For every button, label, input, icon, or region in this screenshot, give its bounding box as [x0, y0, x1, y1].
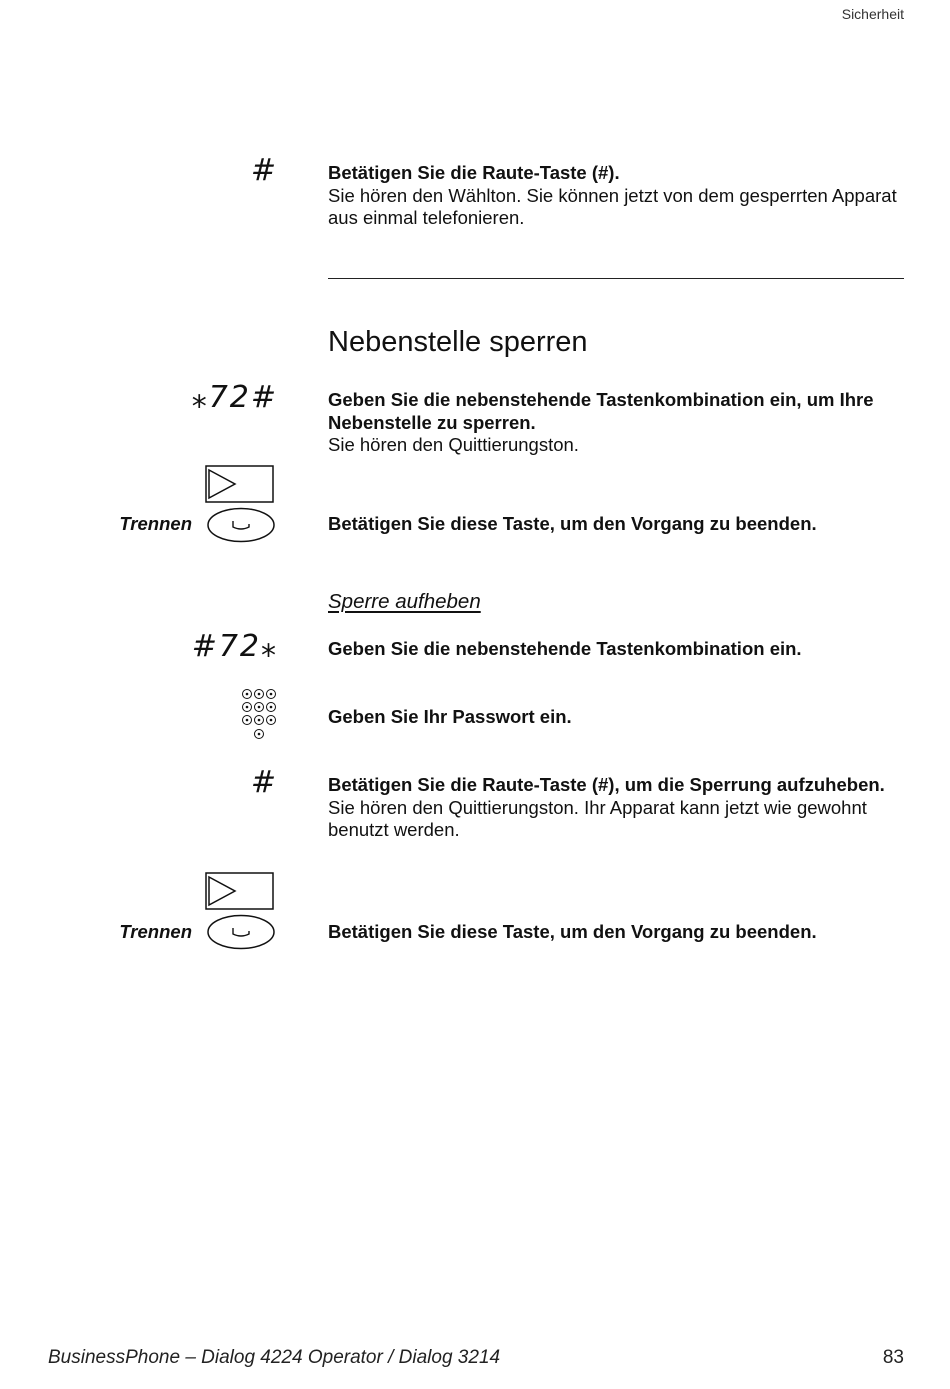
keypad-icon: [240, 688, 280, 744]
subheading-unlock: Sperre aufheben: [328, 590, 481, 613]
password-text: Geben Sie Ihr Passwort ein.: [328, 706, 572, 727]
lock-normal-text: Sie hören den Quittierungston.: [328, 434, 579, 455]
display-play-icon: [205, 465, 275, 505]
section-header: Sicherheit: [841, 6, 904, 22]
lock-bold-text: Geben Sie die nebenstehende Tastenkombination ein, um Ihre Nebenstelle zu sperren.: [328, 389, 874, 433]
section-divider: [328, 278, 904, 279]
page-number: 83: [882, 1347, 904, 1368]
display-play-icon-2: [205, 872, 275, 912]
unlock-normal-text: Sie hören den Quittierungston. Ihr Apparat kann jetzt wie gewohnt benutzt werden.: [328, 796, 867, 840]
unlock-end-text: Betätigen Sie diese Taste, um den Vorgang zu beenden.: [328, 921, 817, 942]
footer-title: BusinessPhone – Dialog 4224 Operator / Dialog 3214: [48, 1347, 501, 1368]
unlock-code-text: Geben Sie die nebenstehende Tastenkombination ein.: [328, 638, 802, 659]
unlock-instruction: [328, 774, 908, 842]
clear-key-icon[interactable]: [206, 507, 276, 543]
unlock-bold-text: Betätigen Sie die Raute-Taste (#), um die Sperrung aufzuheben.: [328, 774, 885, 795]
trennen-label-2: Trennen: [119, 921, 192, 942]
step1-instruction: [328, 162, 908, 230]
hash-key-symbol: #: [250, 153, 278, 188]
lock-code-symbol: ⁎72#: [191, 380, 278, 415]
clear-key-icon-2[interactable]: [206, 914, 276, 950]
trennen-label: Trennen: [119, 513, 192, 534]
step1-bold-text: Betätigen Sie die Raute-Taste (#).: [328, 162, 620, 183]
lock-instruction: [328, 389, 908, 457]
lock-end-text: Betätigen Sie diese Taste, um den Vorgang zu beenden.: [328, 513, 817, 534]
step1-normal-text: Sie hören den Wählton. Sie können jetzt von dem gesperrten Apparat aus einmal telefonieren.: [328, 184, 897, 228]
unlock-code-symbol: #72⁎: [191, 629, 278, 664]
section-heading-lock: Nebenstelle sperren: [328, 326, 588, 358]
hash-key-symbol-2: #: [250, 765, 278, 800]
